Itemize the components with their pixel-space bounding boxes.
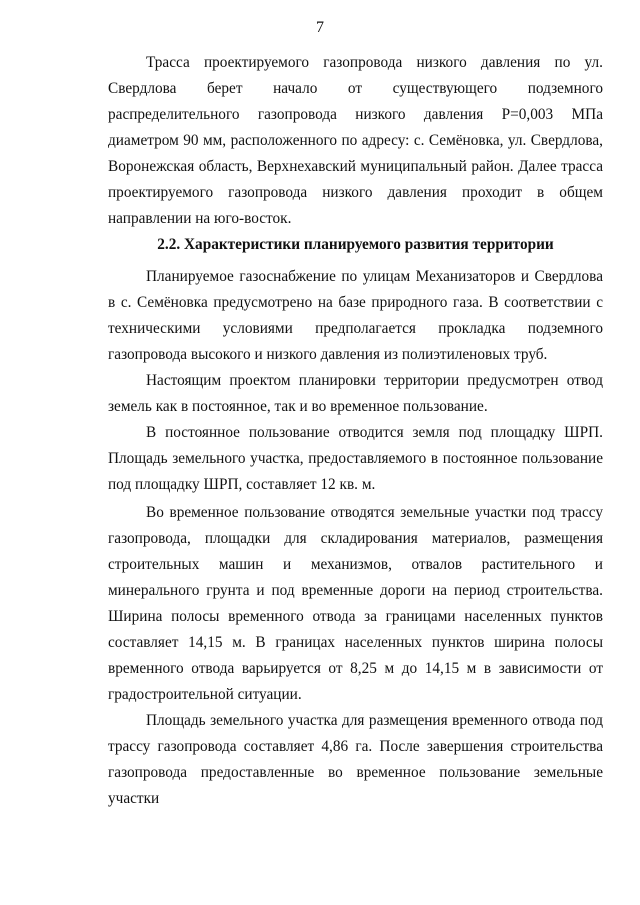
section-block-1 <box>108 264 603 368</box>
paragraph-temporary-area: Площадь земельного участка для размещения временного отвода под трассу газопровода составляет 4,86 га. После завершения строительства газопровода предоставленные во временное пользование земельные участки <box>108 712 603 807</box>
section-block-3 <box>108 420 603 498</box>
intro-block <box>108 50 603 232</box>
section-heading-block <box>108 232 603 258</box>
paragraph-permanent-use: В постоянное пользование отводится земля под площадку ШРП. Площадь земельного участка, предоставляемого в постоянное пользование под площадку ШРП, составляет 12 кв. м. <box>108 424 603 493</box>
paragraph-temporary-use: Во временное пользование отводятся земельные участки под трассу газопровода, площадки для складирования материалов, размещения строительных машин и механизмов, отвалов растительного и минерального грунта и под временные дороги на период строительства. Ширина полосы временного отвода за границами населенных пунктов составляет 14,15 м. В границах населенных пунктов ширина полосы временного отвода варьируется от 8,25 м до 14,15 м в зависимости от градостроительной ситуации. <box>108 504 603 703</box>
paragraph-gas-supply: Планируемое газоснабжение по улицам Механизаторов и Свердлова в с. Семёновка предусмотрено на базе природного газа. В соответствии с техническими условиями предполагается прокладка подземного газопровода высокого и низкого давления из полиэтиленовых труб. <box>108 268 603 363</box>
paragraph-land-allocation: Настоящим проектом планировки территории предусмотрен отвод земель как в постоянное, так и во временное пользование. <box>108 372 603 415</box>
section-block-4 <box>108 500 603 708</box>
section-heading: 2.2. Характеристики планируемого развития территории <box>157 236 554 253</box>
section-block-5 <box>108 708 603 812</box>
page-number: 7 <box>316 19 324 36</box>
paragraph-route-description: Трасса проектируемого газопровода низкого давления по ул. Свердлова берет начало от существующего подземного распределительного газопровода низкого давления P=0,003 МПа диаметром 90 мм, расположенного по адресу: с. Семёновка, ул. Свердлова, Воронежская область, Верхнехавский муниципальный район. Далее трасса проектируемого газопровода низкого давления проходит в общем направлении на юго-восток. <box>108 54 603 227</box>
section-block-2 <box>108 368 603 420</box>
